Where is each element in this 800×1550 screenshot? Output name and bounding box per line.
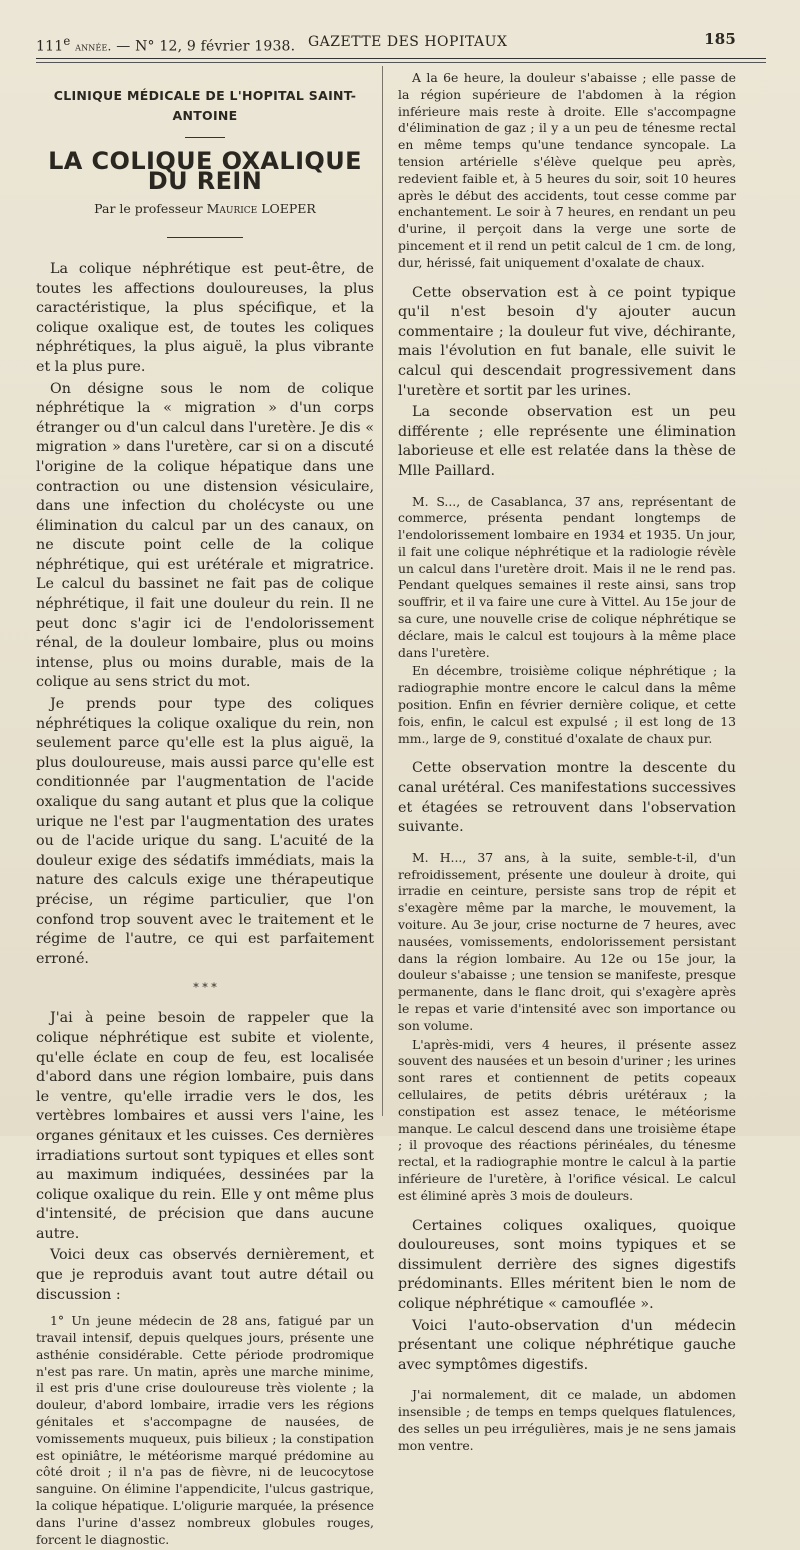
- journal-name: GAZETTE DES HOPITAUX: [308, 34, 508, 50]
- annee-label: année.: [75, 39, 112, 54]
- header-rule: [36, 58, 766, 59]
- title-divider: [167, 237, 243, 238]
- running-head: [36, 30, 736, 56]
- issue-date: — N° 12, 9 février 1938.: [116, 38, 296, 55]
- byline: [36, 199, 374, 219]
- paragraph: Voici l'auto-observation d'un médecin présentant une colique néphrétique gauche avec symptômes digestifs.: [398, 1317, 736, 1373]
- clinic-heading: CLINIQUE MÉDICALE DE L'HOPITAL SAINT-ANTOINE: [53, 88, 357, 123]
- header-rule-double: [36, 62, 766, 63]
- paragraph: On désigne sous le nom de colique néphrétique la « migration » d'un corps étranger ou d'un calcul dans l'uretère. Je dis « migration » dans l'uretère, car si on a discuté l'origine de la colique hépatique dans une contraction ou une distension vésiculaire, dans une infection du cholécyste ou une élimination du calcul par un des canaux, on ne discute point celle de la colique néphrétique, qui est urétérale et migratrice. Le calcul du bassinet ne fait pas de colique néphrétique, il fait une douleur du rein. Il ne peut donc s'agir ici de l'endolorissement rénal, de la douleur lombaire, plus ou moins intense, plus ou moins durable, mais de la colique au sens strict du mot.: [36, 380, 374, 691]
- paragraph: Cette observation montre la descente du canal urétéral. Ces manifestations successives et étagées se retrouvent dans l'observation suivante.: [398, 760, 736, 836]
- author-name: Maurice LOEPER: [206, 201, 316, 217]
- volume-ordinal: e: [63, 34, 71, 48]
- left-column: [36, 70, 374, 1550]
- case-report-continuation: A la 6e heure, la douleur s'abaisse ; elle passe de la région supérieure de l'abdomen à la région inférieure mais reste à droite. Elle s'accompagne d'élimination de gaz ; il y a un peu de ténesme rectal en même temps qu'une tendance syncopale. La tension artérielle s'élève quelque peu après, redevient faible et, à 5 heures du soir, soit 10 heures après le début des accidents, tout cesse comme par enchantement. Le soir à 7 heures, en rendant un peu d'urine, il perçoit dans la verge une sorte de pincement et il rend un petit calcul de 1 cm. de long, dur, hérissé, fait uniquement d'oxalate de chaux.: [398, 70, 736, 270]
- paragraph: Certaines coliques oxaliques, quoique douloureuses, sont moins typiques et se dissimulent derrière des signes digestifs prédominants. Elles méritent bien le nom de colique néphrétique « camouflée ».: [398, 1217, 736, 1312]
- paragraph: Voici deux cas observés dernièrement, et que je reproduis avant tout autre détail ou discussion :: [36, 1247, 374, 1303]
- case-report-3-cont: L'après-midi, vers 4 heures, il présente assez souvent des nausées et un besoin d'uriner ; les urines sont rares et contiennent de petits copeaux cellulaires, de petits débris urétéraux ; la constipation est assez tenace, le météorisme manque. Le calcul descend dans une troisième étape ; il provoque des réactions périnéales, du ténesme rectal, et la radiographie montre le calcul à la partie inférieure de l'uretère, à l'orifice vésical. Le calcul est éliminé après 3 mois de douleurs.: [398, 1036, 736, 1203]
- case-report-2: M. S..., de Casablanca, 37 ans, représentant de commerce, présenta pendant longtemps de l'endolorissement lombaire en 1934 et 1935. Un jour, il fait une colique néphrétique et la radiologie révèle un calcul dans l'uretère droit. Mais il ne le rend pas. Pendant quelques semaines il reste ainsi, sans trop souffrir, et il va faire une cure à Vittel. Au 15e jour de sa cure, une nouvelle crise de colique néphrétique se déclare, mais le calcul est toujours à la même place dans l'uretère.: [398, 493, 736, 660]
- auto-observation: J'ai normalement, dit ce malade, un abdomen insensible ; de temps en temps quelques flatulences, des selles un peu irrégulières, mais je ne sens jamais mon ventre.: [398, 1387, 736, 1453]
- short-divider: [185, 137, 225, 138]
- paragraph: Cette observation est à ce point typique qu'il n'est besoin d'y ajouter aucun commentaire ; la douleur fut vive, déchirante, mais l'évolution en fut banale, elle suivit le calcul qui descendait progressivement dans l'uretère et sortit par les urines.: [398, 284, 736, 399]
- case-report-1: 1° Un jeune médecin de 28 ans, fatigué par un travail intensif, depuis quelques jours, présente une asthénie considérable. Cette période prodromique n'est pas rare. Un matin, après une marche minime, il est pris d'une crise douloureuse très violente ; la douleur, d'abord lombaire, irradie vers les régions génitales et s'accompagne de nausées, de vomissements muqueux, puis bilieux ; la constipation est opiniâtre, le météorisme marqué prédomine au côté droit ; il n'a pas de fièvre, ni de leucocytose sanguine. On élimine l'appendicite, l'ulcus gastrique, la colique hépatique. L'oligurie marquée, la présence dans l'urine d'assez nombreux globules rouges, forcent le diagnostic.: [36, 1313, 374, 1547]
- case-report-3: M. H..., 37 ans, à la suite, semble-t-il, d'un refroidissement, présente une douleur à droite, qui irradie en ceinture, persiste sans trop de répit et s'exagère même par la marche, le mouvement, la voiture. Au 3e jour, crise nocturne de 7 heures, avec nausées, vomissements, endolorissement persistant dans la région lombaire. Au 12e ou 15e jour, la douleur s'abaisse ; une tension se manifeste, presque permanente, dans le flanc droit, qui s'exagère après le repas et varie d'intensité avec son importance ou son volume.: [398, 849, 736, 1033]
- paragraph: La colique néphrétique est peut-être, de toutes les affections douloureuses, la plus caractéristique, la plus spécifique, et la colique oxalique est, de toutes les coliques néphrétiques, la plus aiguë, la plus vibrante et la plus pure.: [36, 260, 374, 375]
- article-title: LA COLIQUE OXALIQUE DU REIN: [48, 147, 362, 195]
- issue-info: [36, 34, 295, 55]
- byline-prefix: Par le professeur: [94, 201, 203, 217]
- case-report-2-cont: En décembre, troisième colique néphrétique ; la radiographie montre encore le calcul dans la même position. Enfin en février dernière colique, et cette fois, enfin, le calcul est expulsé ; il est long de 13 mm., large de 9, constitué d'oxalate de chaux pur.: [398, 663, 736, 746]
- paragraph: J'ai à peine besoin de rappeler que la colique néphrétique est subite et violente, qu'elle éclate en coup de feu, est localisée d'abord dans une région lombaire, puis dans le ventre, qu'elle irradie vers le dos, les vertèbres lombaires et aussi vers l'aine, les organes génitaux et les cuisses. Ces dernières irradiations surtout sont typiques et elles sont au maximum indiquées, dessinées par la colique oxalique du rein. Elle y ont même plus d'intensité, de précision que dans aucune autre.: [36, 1010, 374, 1242]
- paragraph: La seconde observation est un peu différente ; elle représente une élimination laborieuse et elle est relatée dans la thèse de Mlle Paillard.: [398, 404, 736, 479]
- section-asterism: * * *: [193, 981, 217, 995]
- paragraph: Je prends pour type des coliques néphrétiques la colique oxalique du rein, non seulement parce qu'elle est la plus aiguë, la plus douloureuse, mais aussi parce qu'elle est conditionnée par l'augmentation de l'acide oxalique du sang autant et plus que la colique urique ne l'est par l'augmentation des urates ou de l'acide urique du sang. L'acuité de la douleur exige des sédatifs immédiats, mais la nature des calculs exige une thérapeutique précise, un régime particulier, que l'on confond trop souvent avec le traitement et le régime de l'autre, ce qui est parfaitement erroné.: [36, 696, 374, 967]
- right-column: [398, 70, 736, 1457]
- page-number: 185: [704, 30, 736, 48]
- column-divider: [382, 66, 383, 1116]
- volume-number: 111: [36, 38, 64, 55]
